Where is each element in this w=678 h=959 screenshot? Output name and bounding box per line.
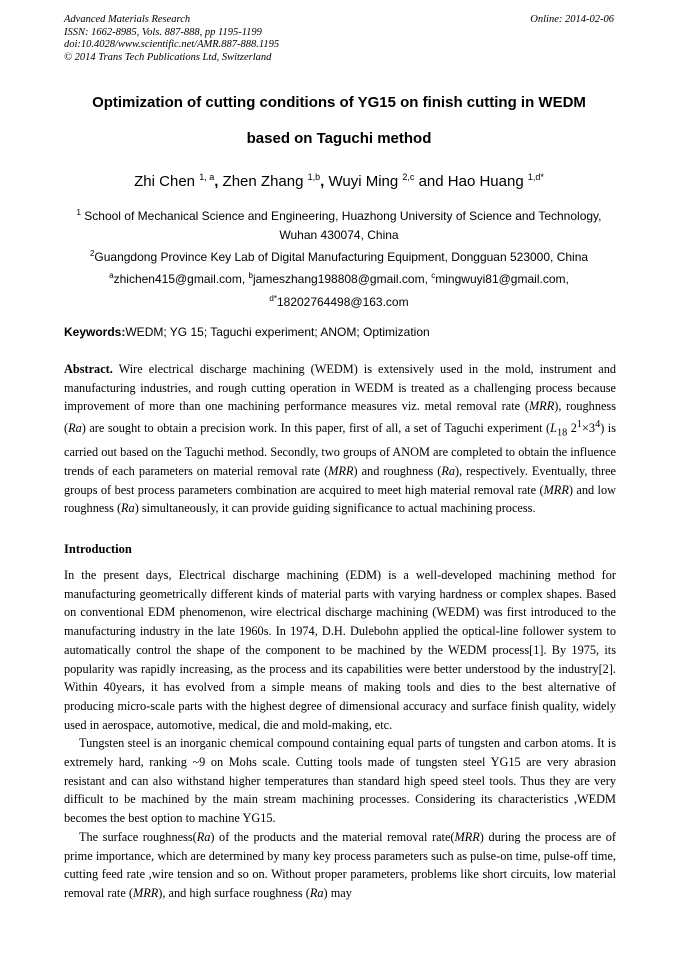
email-address[interactable]: 18202764498@163.com xyxy=(276,295,409,309)
abstract-label: Abstract. xyxy=(64,362,113,376)
symbol-ra: Ra xyxy=(196,829,211,844)
intro-text: ) during the process are of prime importance, which are determined by many key process parameters such as pulse-on time, pulse-off time, cutting feed rate ,wire tension and so on. Without proper parameters, problems like short circuits, low material removal rate ( xyxy=(64,829,616,900)
author-name: Zhi Chen xyxy=(134,173,196,190)
symbol-mrr: MRR xyxy=(528,399,555,414)
symbol-mrr: MRR xyxy=(132,885,159,900)
paper-title-line-2: based on Taguchi method xyxy=(246,130,432,147)
paper-title-line-1: Optimization of cutting conditions of YG15 on finish cutting in WEDM xyxy=(92,94,586,111)
author-superscript: 1, a xyxy=(199,172,215,182)
copyright-line: © 2014 Trans Tech Publications Ltd, Switzerland xyxy=(64,51,272,63)
email-address[interactable]: zhichen415@gmail.com, xyxy=(113,272,249,286)
introduction-body xyxy=(64,566,616,903)
intro-text: ) of the products and the material removal rate( xyxy=(210,829,455,844)
author-list: Zhi Chen $^{1, a}$, Zhen Zhang $^{1,b}$, Wuyi Ming $^{2,c}$ and Hao Huang $^{1,d*}$ xyxy=(134,172,544,190)
symbol-mrr: MRR xyxy=(543,482,569,497)
journal-name: Advanced Materials Research xyxy=(64,14,191,25)
keywords-line xyxy=(64,325,616,339)
superscript: 1 xyxy=(576,419,582,431)
abstract-paragraph xyxy=(64,360,616,518)
email-address[interactable]: jameszhang198808@gmail.com, xyxy=(252,272,432,286)
journal-header xyxy=(64,14,279,64)
keywords-text: WEDM; YG 15; Taguchi experiment; ANOM; Optimization xyxy=(125,325,430,339)
abstract-text: ), respectively. Eventually, three groups of best process parameters combination are acquired to meet high material removal rate ( xyxy=(64,464,616,497)
intro-paragraph-1: In the present days, Electrical discharge machining (EDM) is a well-developed machining method for manufacturing geometrically different kinds of material parts with varying hardness or complex shapes. Based on conventional EDM phenomenon, wire electrical discharge machining (WEDM) was first introduced to the manufacturing industry in the late 1960s. In 1974, D.H. Dulebohn applied the optical-line follower system to automatically control the shape of the component to be machined by the WEDM process[1]. By 1975, its popularity was rapidly increasing, as the process and its capabilities were better understood by the industry[2]. Within 40years, it has evolved from a simple means of making tools and dies to the best alternative of producing micro-scale parts with the highest degree of dimensional accuracy and surface finish quality, widely used in aerospace, automotive, medical, die and mold-making, etc. xyxy=(64,568,616,732)
intro-text: The surface roughness( xyxy=(79,829,197,844)
symbol-ra: Ra xyxy=(309,885,324,900)
abstract-text: ) is carried out based on the Taguchi method. Secondly, two groups of ANOM are completed to obtain the influence trends of each parameters on material removal rate ( xyxy=(64,421,616,479)
symbol-ra: Ra xyxy=(441,464,455,479)
affiliation-marker: 2 xyxy=(89,249,95,258)
symbol-mrr: MRR xyxy=(454,829,480,844)
affiliation-text: Guangdong Province Key Lab of Digital Manufacturing Equipment, Dongguan 523000, China xyxy=(94,250,589,264)
author-name: Hao Huang xyxy=(447,173,524,190)
author-name: Zhen Zhang xyxy=(222,173,304,190)
author-superscript: 1,d* xyxy=(527,172,544,182)
affiliation-1 xyxy=(56,203,622,245)
symbol-ra: Ra xyxy=(68,421,82,436)
email-marker: d* xyxy=(269,294,277,303)
affiliation-marker: 1 xyxy=(76,208,81,217)
keywords-label: Keywords: xyxy=(64,325,126,339)
email-marker: b xyxy=(248,271,253,280)
affiliation-2 xyxy=(56,244,622,267)
symbol-ra: Ra xyxy=(121,501,135,516)
abstract-text: 2 xyxy=(567,421,577,436)
abstract-text: ), roughness ( xyxy=(64,399,616,436)
email-list xyxy=(56,266,622,312)
intro-paragraph-3 xyxy=(64,828,616,903)
email-marker: c xyxy=(431,271,436,280)
email-marker: a xyxy=(109,271,114,280)
abstract-text: ) simultaneously, it can provide guiding significance to actual machining process. xyxy=(134,501,536,516)
author-name: Wuyi Ming xyxy=(328,173,399,190)
author-superscript: 1,b xyxy=(307,172,321,182)
abstract-text: Wire electrical discharge machining (WEDM) is extensively used in the mold, instrument and manufacturing industries, and rough cutting operation in WEDM is treated as a challenging process because improvement of more than one machining performance measures viz. metal removal rate ( xyxy=(64,362,616,414)
abstract-text: ) and low roughness ( xyxy=(64,482,616,516)
intro-text: ), and high surface roughness ( xyxy=(158,885,310,900)
abstract-text: ) are sought to obtain a precision work. In this paper, first of all, a set of Taguchi experiment ( xyxy=(81,421,551,436)
issn-line: ISSN: 1662-8985, Vols. 887-888, pp 1195-1199 xyxy=(64,26,262,38)
doi-line[interactable]: doi:10.4028/www.scientific.net/AMR.887-888.1195 xyxy=(64,39,280,50)
affiliation-text: School of Mechanical Science and Engineering, Huazhong University of Science and Technology, Wuhan 430074, China xyxy=(84,209,602,242)
introduction-heading: Introduction xyxy=(64,542,132,556)
symbol-l18: L xyxy=(550,421,557,436)
superscript: 4 xyxy=(595,419,601,431)
abstract-text: ×3 xyxy=(582,421,596,436)
intro-text: ) may xyxy=(323,885,352,900)
online-date: Online: 2014-02-06 xyxy=(530,14,614,25)
subscript: 18 xyxy=(557,427,568,439)
email-address[interactable]: mingwuyi81@gmail.com, xyxy=(435,272,569,286)
intro-paragraph-2: Tungsten steel is an inorganic chemical compound containing equal parts of tungsten and carbon atoms. It is extremely hard, ranking ~9 on Mohs scale. Cutting tools made of tungsten steel YG15 are very abrasion resistant and can also withstand higher temperatures than standard high speed steel tools. Thus they are very difficult to be machined by the main stream machining processes. Considering its characteristics ,WEDM becomes the best option to machine YG15. xyxy=(64,736,616,826)
author-superscript: 2,c xyxy=(402,172,415,182)
symbol-mrr: MRR xyxy=(328,464,354,479)
abstract-text: ) and roughness ( xyxy=(353,464,442,479)
